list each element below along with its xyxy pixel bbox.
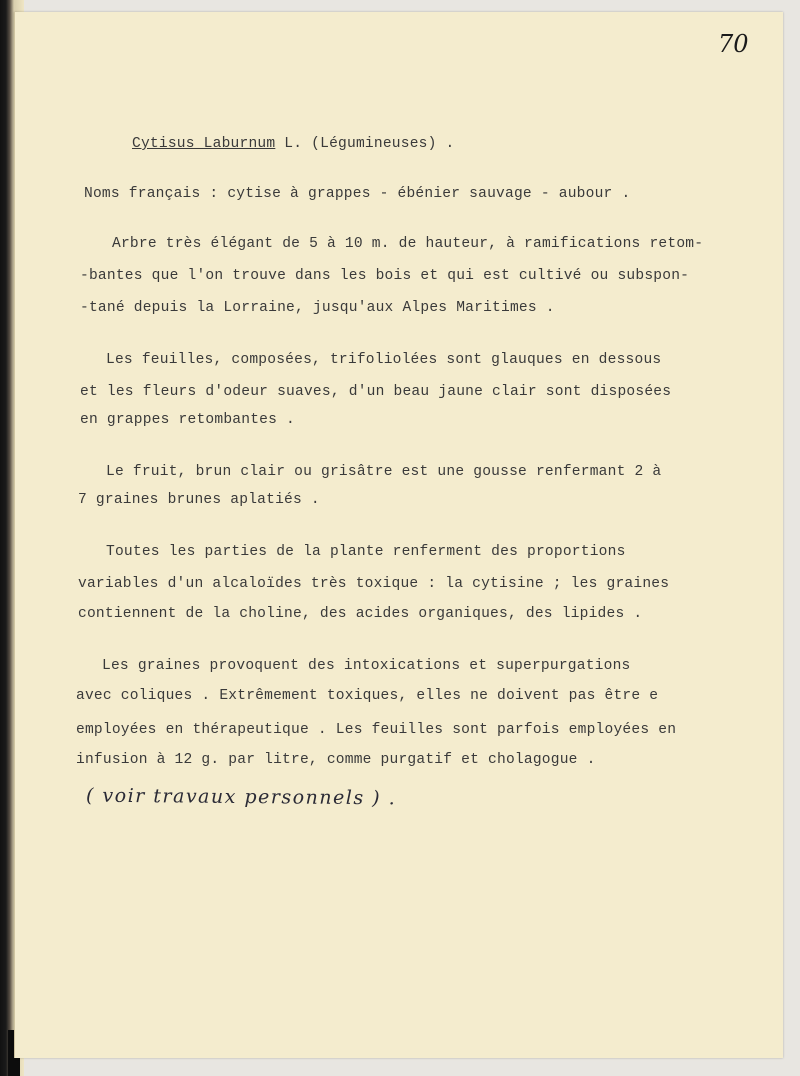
paragraph-line: Arbre très élégant de 5 à 10 m. de hauteur, à ramifications retom- bbox=[112, 236, 704, 252]
document-page bbox=[14, 12, 783, 1058]
common-names-line: Noms français : cytise à grappes - ébénier sauvage - aubour . bbox=[84, 186, 631, 202]
title-family: L. (Légumineuses) . bbox=[275, 136, 455, 152]
title-genus: Cytisus Laburnum bbox=[132, 136, 276, 152]
page-number: 70 bbox=[718, 30, 749, 58]
document-title bbox=[132, 136, 454, 152]
paragraph-line: et les fleurs d'odeur suaves, d'un beau jaune clair sont disposées bbox=[80, 384, 672, 400]
handwritten-note: ( voir travaux personnels ) . bbox=[85, 784, 397, 810]
paragraph-line: en grappes retombantes . bbox=[80, 412, 295, 428]
paragraph-line: Le fruit, brun clair ou grisâtre est une gousse renfermant 2 à bbox=[106, 464, 662, 480]
paragraph-line: 7 graines brunes aplatiés . bbox=[78, 492, 320, 508]
paragraph-line: Les feuilles, composées, trifoliolées sont glauques en dessous bbox=[106, 352, 662, 368]
paragraph-line: -bantes que l'on trouve dans les bois et qui est cultivé ou subspon- bbox=[80, 268, 690, 284]
paragraph-line: variables d'un alcaloïdes très toxique : la cytisine ; les graines bbox=[78, 576, 670, 592]
paragraph-line: avec coliques . Extrêmement toxiques, elles ne doivent pas être e bbox=[76, 688, 659, 704]
paragraph-line: contiennent de la choline, des acides organiques, des lipides . bbox=[78, 606, 643, 622]
paragraph-line: -tané depuis la Lorraine, jusqu'aux Alpes Maritimes . bbox=[80, 300, 555, 316]
paragraph-line: employées en thérapeutique . Les feuilles sont parfois employées en bbox=[76, 722, 677, 738]
paragraph-line: Les graines provoquent des intoxications et superpurgations bbox=[102, 658, 631, 674]
paragraph-line: infusion à 12 g. par litre, comme purgatif et cholagogue . bbox=[76, 752, 596, 768]
paragraph-line: Toutes les parties de la plante renferment des proportions bbox=[106, 544, 626, 560]
